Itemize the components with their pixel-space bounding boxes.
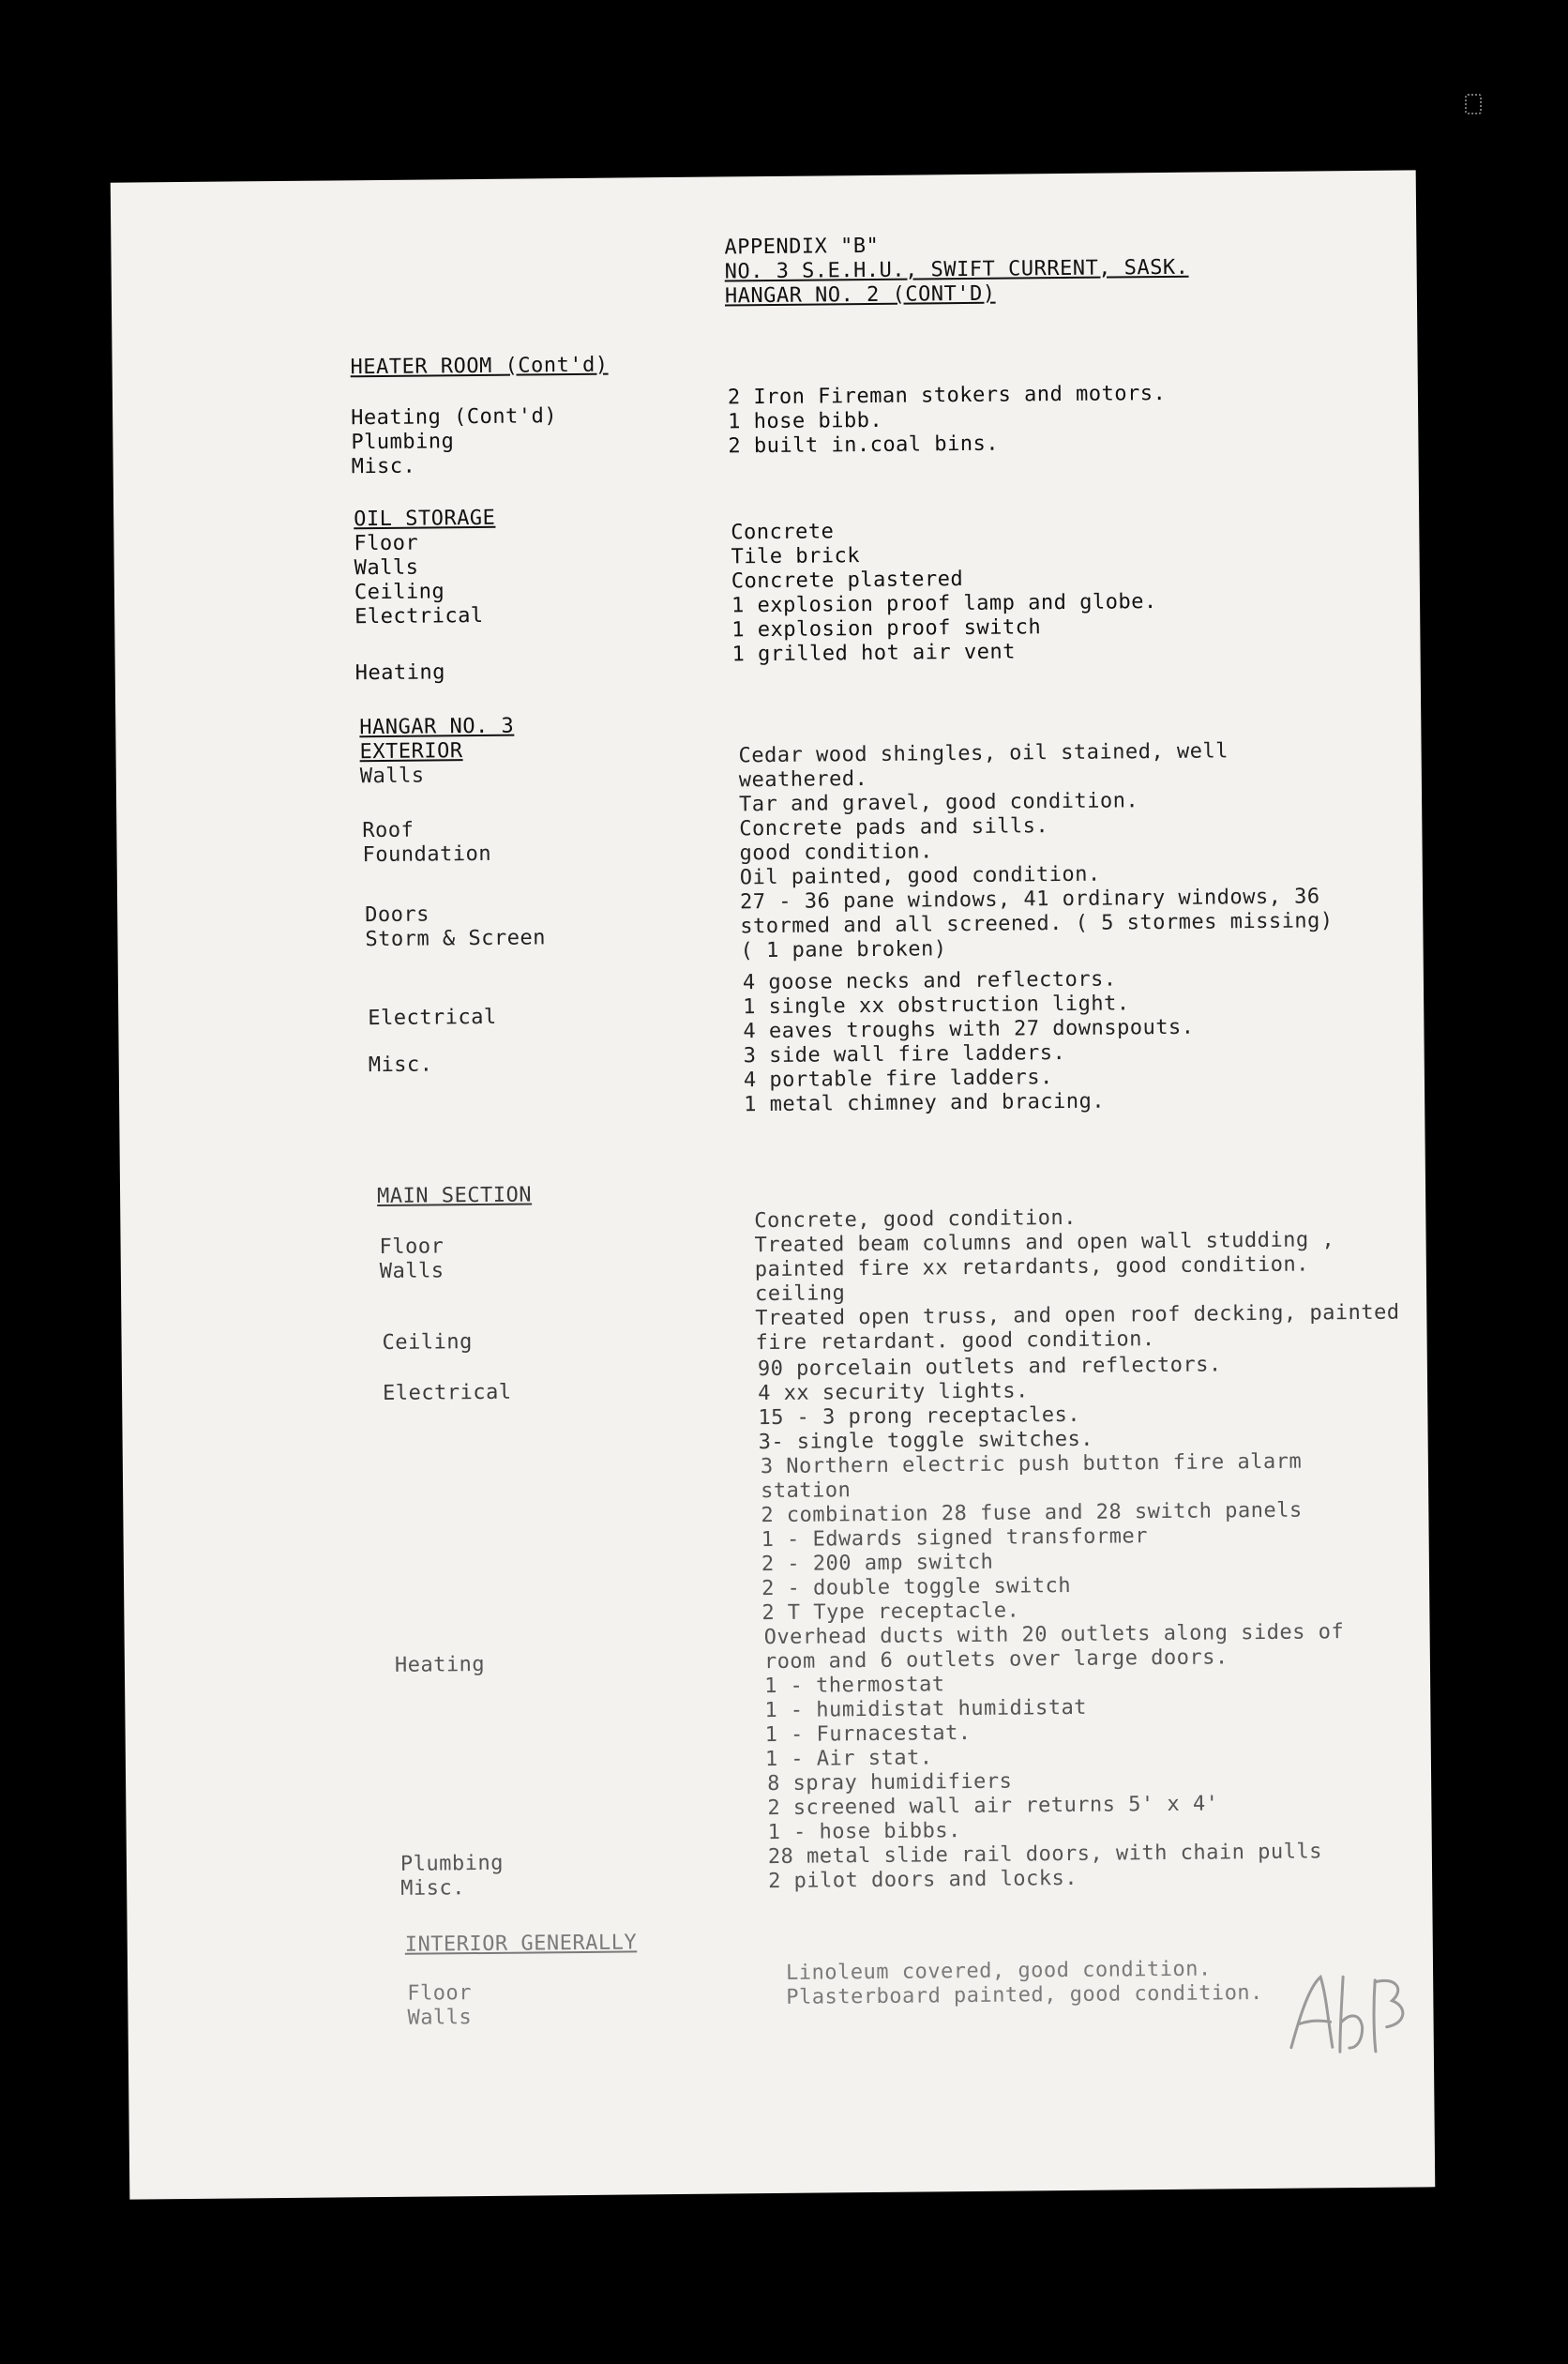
main-section-value: 90 porcelain outlets and reflectors. xyxy=(757,1353,1222,1382)
main-section-label: Heating xyxy=(394,1652,486,1677)
main-section-label: Floor xyxy=(379,1235,445,1260)
main-section-value: 2 T Type receptacle. xyxy=(761,1599,1020,1626)
oil-storage-label: Walls xyxy=(354,555,419,581)
main-section-value: 3- single toggle switches. xyxy=(758,1427,1094,1455)
exterior-value: Concrete pads and sills. xyxy=(739,814,1049,841)
exterior-value: 1 metal chimney and bracing. xyxy=(744,1089,1106,1117)
main-section-heading: MAIN SECTION xyxy=(376,1183,533,1209)
heater-room-label: Heating (Cont'd) xyxy=(351,404,558,431)
main-section-value: ceiling xyxy=(754,1281,846,1307)
exterior-heading: EXTERIOR xyxy=(359,739,463,765)
film-edge-mark xyxy=(1465,94,1482,114)
exterior-value: 4 eaves troughs with 27 downspouts. xyxy=(743,1015,1195,1044)
main-section-value: Treated open truss, and open roof decking, painted xyxy=(755,1300,1400,1331)
exterior-value: stormed and all screened. ( 5 stormes missing) xyxy=(740,909,1334,939)
heater-room-value: 2 Iron Fireman stokers and motors. xyxy=(727,381,1167,410)
exterior-value: 4 goose necks and reflectors. xyxy=(742,967,1117,995)
main-section-value: 1 - hose bibbs. xyxy=(767,1819,961,1845)
main-section-value: 3 Northern electric push button fire alarm xyxy=(760,1449,1303,1479)
exterior-value: ( 1 pane broken) xyxy=(740,937,947,963)
interior-label: Walls xyxy=(407,2006,473,2030)
main-section-label: Misc. xyxy=(400,1876,466,1901)
exterior-value: Cedar wood shingles, oil stained, well xyxy=(738,739,1229,768)
heater-room-value: 1 hose bibb. xyxy=(728,408,883,434)
oil-storage-label: Electrical xyxy=(354,603,484,629)
main-section-value: room and 6 outlets over large doors. xyxy=(763,1645,1229,1674)
appendix-title: APPENDIX "B" xyxy=(724,234,880,260)
exterior-value: 4 portable fire ladders. xyxy=(743,1066,1053,1093)
main-section-value: Concrete, good condition. xyxy=(754,1205,1078,1234)
heater-room-label: Plumbing xyxy=(351,430,455,455)
exterior-label: Foundation xyxy=(362,841,492,868)
hangar-heading: HANGAR NO. 2 (CONT'D) xyxy=(724,281,996,309)
main-section-value: 2 - double toggle switch xyxy=(761,1573,1072,1601)
main-section-label: Walls xyxy=(379,1259,445,1284)
main-section-value: 1 - Furnacestat. xyxy=(764,1720,972,1748)
oil-storage-value: Concrete plastered xyxy=(731,568,964,594)
interior-generally-heading: INTERIOR GENERALLY xyxy=(404,1931,638,1957)
document-page xyxy=(111,170,1436,2199)
main-section-value: painted fire xx retardants, good condition. xyxy=(754,1252,1310,1282)
exterior-label: Roof xyxy=(362,818,415,843)
exterior-label: Misc. xyxy=(368,1053,433,1078)
heater-room-heading: HEATER ROOM (Cont'd) xyxy=(350,353,609,380)
oil-storage-value: 1 explosion proof lamp and globe. xyxy=(731,590,1157,618)
main-section-value: 2 screened wall air returns 5' x 4' xyxy=(767,1792,1219,1821)
exterior-value: weathered. xyxy=(738,767,868,793)
exterior-value: 1 single xx obstruction light. xyxy=(743,992,1130,1020)
main-section-value: 2 - 200 amp switch xyxy=(761,1550,994,1577)
oil-storage-label: Heating xyxy=(354,660,446,686)
main-section-value: 8 spray humidifiers xyxy=(767,1769,1013,1796)
main-section-value: station xyxy=(761,1478,852,1504)
exterior-value: 3 side wall fire ladders. xyxy=(743,1040,1066,1068)
exterior-label: Walls xyxy=(359,764,425,789)
oil-storage-heading: OIL STORAGE xyxy=(354,506,496,532)
exterior-value: Oil painted, good condition. xyxy=(739,862,1101,890)
oil-storage-value: Tile brick xyxy=(731,544,861,569)
interior-label: Floor xyxy=(407,1981,473,2006)
main-section-value: 1 - thermostat xyxy=(764,1673,945,1699)
main-section-label: Plumbing xyxy=(400,1851,505,1876)
main-section-value: 4 xx security lights. xyxy=(758,1379,1029,1406)
main-section-value: 2 pilot doors and locks. xyxy=(768,1866,1078,1894)
hangar-3-heading: HANGAR NO. 3 xyxy=(359,714,515,740)
exterior-value: Tar and gravel, good condition. xyxy=(738,789,1139,817)
interior-value: Linoleum covered, good condition. xyxy=(785,1957,1212,1985)
main-section-value: 28 metal slide rail doors, with chain pulls xyxy=(767,1840,1323,1870)
exterior-label: Electrical xyxy=(368,1005,497,1031)
interior-value: Plasterboard painted, good condition. xyxy=(786,1981,1263,2009)
exterior-label: Doors xyxy=(365,902,430,928)
main-section-value: 15 - 3 prong receptacles. xyxy=(758,1402,1081,1431)
oil-storage-label: Ceiling xyxy=(354,580,445,605)
main-section-value: 1 - humidistat humidistat xyxy=(764,1695,1088,1723)
main-section-value: 1 - Air stat. xyxy=(764,1746,933,1772)
main-section-value: fire retardant. good condition. xyxy=(755,1327,1155,1356)
exterior-value: good condition. xyxy=(739,840,933,866)
unit-location-heading: NO. 3 S.E.H.U., SWIFT CURRENT, SASK. xyxy=(724,255,1189,284)
oil-storage-value: 1 grilled hot air vent xyxy=(731,640,1017,667)
exterior-value: 27 - 36 pane windows, 41 ordinary windows, 36 xyxy=(739,885,1320,915)
oil-storage-label: Floor xyxy=(354,531,419,556)
main-section-value: 1 - Edwards signed transformer xyxy=(761,1524,1149,1553)
handwritten-initials xyxy=(1281,1957,1432,2071)
main-section-value: Treated beam columns and open wall studding , xyxy=(754,1228,1335,1258)
oil-storage-value: Concrete xyxy=(731,520,835,545)
main-section-label: Ceiling xyxy=(382,1330,473,1356)
heater-room-value: 2 built in.coal bins. xyxy=(728,432,1000,459)
main-section-value: 2 combination 28 fuse and 28 switch panels xyxy=(761,1498,1303,1528)
main-section-value: Overhead ducts with 20 outlets along sides of xyxy=(763,1620,1345,1650)
exterior-label: Storm & Screen xyxy=(365,926,547,952)
main-section-label: Electrical xyxy=(382,1380,512,1406)
heater-room-label: Misc. xyxy=(351,454,416,479)
oil-storage-value: 1 explosion proof switch xyxy=(731,615,1042,643)
